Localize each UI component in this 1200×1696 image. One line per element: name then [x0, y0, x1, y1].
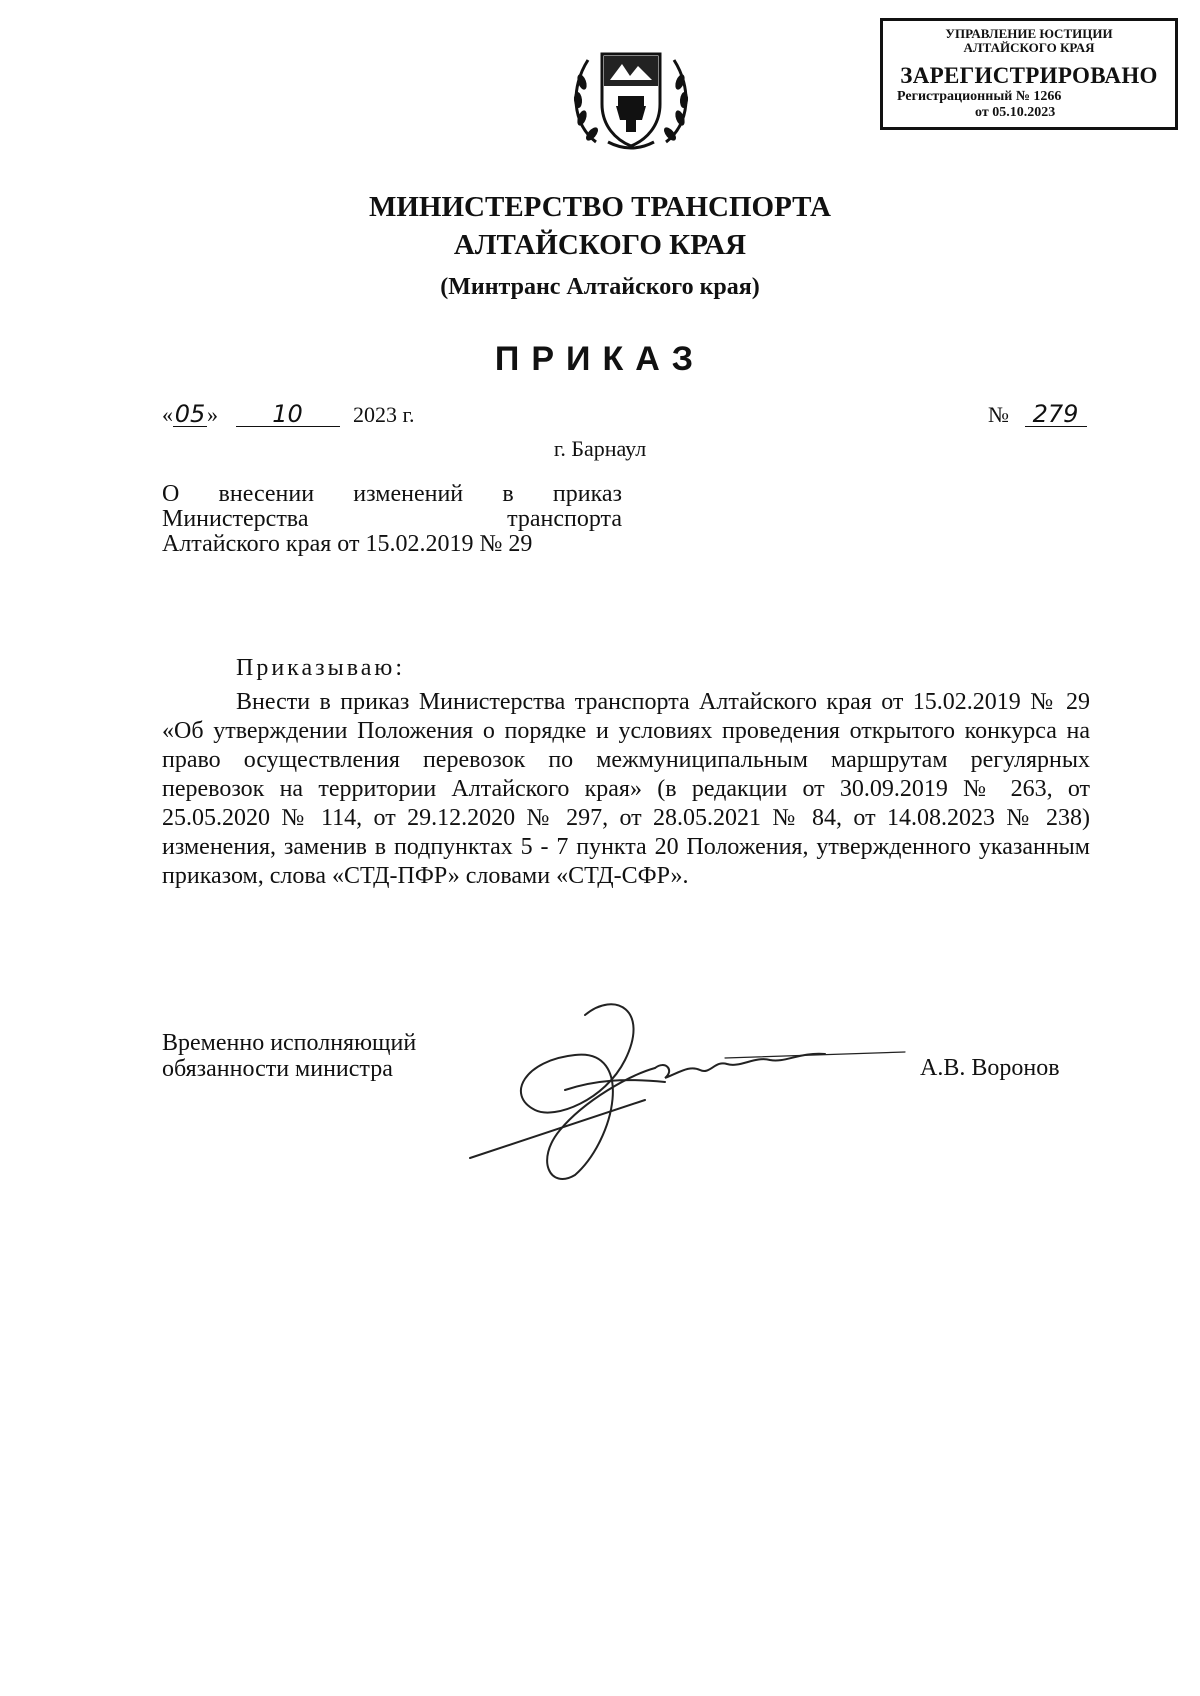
document-number [988, 402, 1087, 428]
number-label: № [988, 402, 1009, 427]
subject-line3: Алтайского края от 15.02.2019 № 29 [162, 531, 533, 557]
ministry-line1: МИНИСТЕРСТВО ТРАНСПОРТА [369, 191, 831, 223]
order-word: Приказываю: [236, 655, 405, 681]
stamp-reg-date: от 05.10.2023 [975, 105, 1056, 120]
order-paragraph: Внести в приказ Министерства транспорта Алтайского края от 15.02.2019 № 29 «Об утверждении Положения о порядке и условиях проведения открытого конкурса на право осуществления перевозок по межмуниципальным маршрутам регулярных перевозок на территории Алтайского края» (в редакции от 30.09.2019 № 263, от 25.05.2020 № 114, от 29.12.2020 № 297, от 28.05.2021 № 84, от 14.08.2023 № 238) изменения, заменив в подпунктах 5 - 7 пункта 20 Положения, утвержденного указанным приказом, слова «СТД-ПФР» словами «СТД-СФР». [162, 689, 1090, 889]
city: г. Барнаул [553, 436, 647, 461]
number-value: 279 [1025, 402, 1087, 427]
altai-krai-coat-of-arms-icon [566, 42, 696, 160]
stamp-department-line1: УПРАВЛЕНИЕ ЮСТИЦИИ [945, 26, 1113, 41]
date-quote-close: » [207, 402, 218, 427]
signer-position-line2: обязанности министра [162, 1056, 393, 1082]
date-year: 2023 г. [353, 402, 415, 427]
date-quote-open: « [162, 402, 173, 427]
stamp-status: ЗАРЕГИСТРИРОВАНО [900, 63, 1158, 88]
stamp-reg-number: Регистрационный № 1266 [897, 89, 1062, 104]
ministry-short-name: (Минтранс Алтайского края) [440, 274, 760, 300]
document-date [162, 402, 415, 428]
signer-name: А.В. Воронов [920, 1055, 1060, 1081]
date-month: 10 [236, 402, 340, 427]
document-subject [162, 482, 622, 557]
registration-stamp [880, 18, 1178, 130]
handwritten-signature-icon [465, 990, 925, 1190]
subject-line2: Министерства транспорта [162, 506, 622, 532]
date-day: 05 [174, 400, 206, 428]
signer-position [162, 1030, 416, 1082]
ministry-name [0, 188, 1200, 264]
ministry-line2: АЛТАЙСКОГО КРАЯ [453, 229, 747, 261]
document-type: ПРИКАЗ [494, 340, 706, 378]
stamp-department [883, 27, 1175, 55]
stamp-department-line2: АЛТАЙСКОГО КРАЯ [963, 40, 1095, 55]
signer-position-line1: Временно исполняющий [162, 1030, 417, 1056]
subject-line1: О внесении изменений в приказ [162, 481, 622, 507]
